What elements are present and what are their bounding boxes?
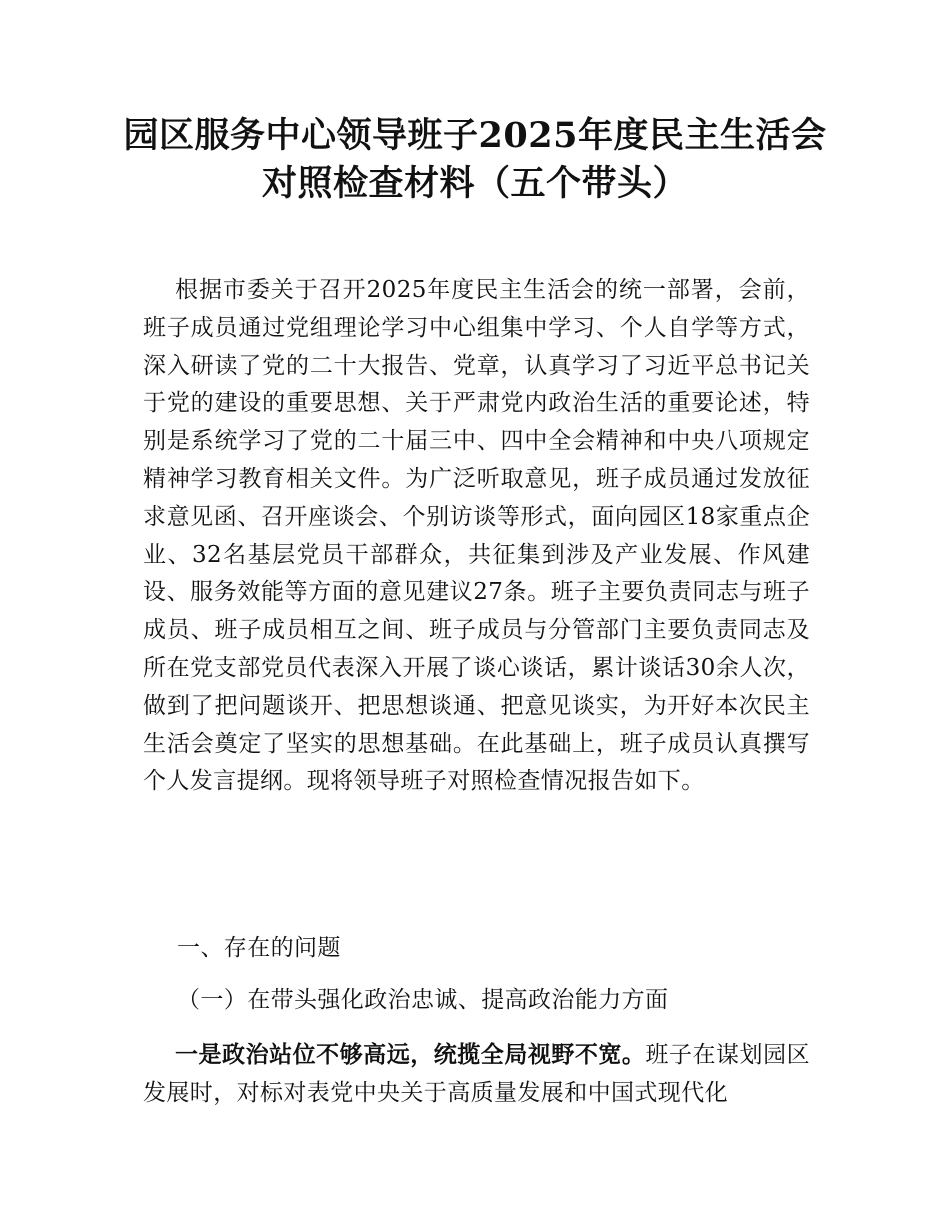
subsection-heading: （一）在带头强化政治忠诚、提高政治能力方面 bbox=[177, 987, 669, 1013]
section-heading: 一、存在的问题 bbox=[177, 935, 341, 961]
document-title-line-1: 园区服务中心领导班子2025年度民主生活会 bbox=[123, 115, 827, 156]
intro-paragraph: 根据市委关于召开2025年度民主生活会的统一部署，会前，班子成员通过党组理论学习中心组集中学习、个人自学等方式，深入研读了党的二十大报告、党章，认真学习了习近平总书记关于党的建设的重要思想、关于严肃党内政治生活的重要论述，特别是系统学习了党的二十届三中、四中全会精神和中央八项规定精神学习教育相关文件。为广泛听取意见，班子成员通过发放征求意见函、召开座谈会、个别访谈等形式，面向园区18家重点企业、32名基层党员干部群众，共征集到涉及产业发展、作风建设、服务效能等方面的意见建议27条。班子主要负责同志与班子成员、班子成员相互之间、班子成员与分管部门主要负责同志及所在党支部党员代表深入开展了谈心谈话，累计谈话30余人次，做到了把问题谈开、把思想谈通、把意见谈实，为开好本次民主生活会奠定了坚实的思想基础。在此基础上，班子成员认真撰写个人发言提纲。现将领导班子对照检查情况报告如下。 bbox=[143, 277, 810, 795]
point-body-text: 班子在谋划园区发展时，对标对表党中央关于高质量发展和中国式现代化 bbox=[143, 1042, 810, 1106]
point-bold-lead: 一是政治站位不够高远，统揽全局视野不宽。 bbox=[175, 1041, 646, 1068]
document-title-line-2: 对照检查材料（五个带头） bbox=[261, 163, 688, 204]
point-paragraph bbox=[143, 1036, 810, 1113]
